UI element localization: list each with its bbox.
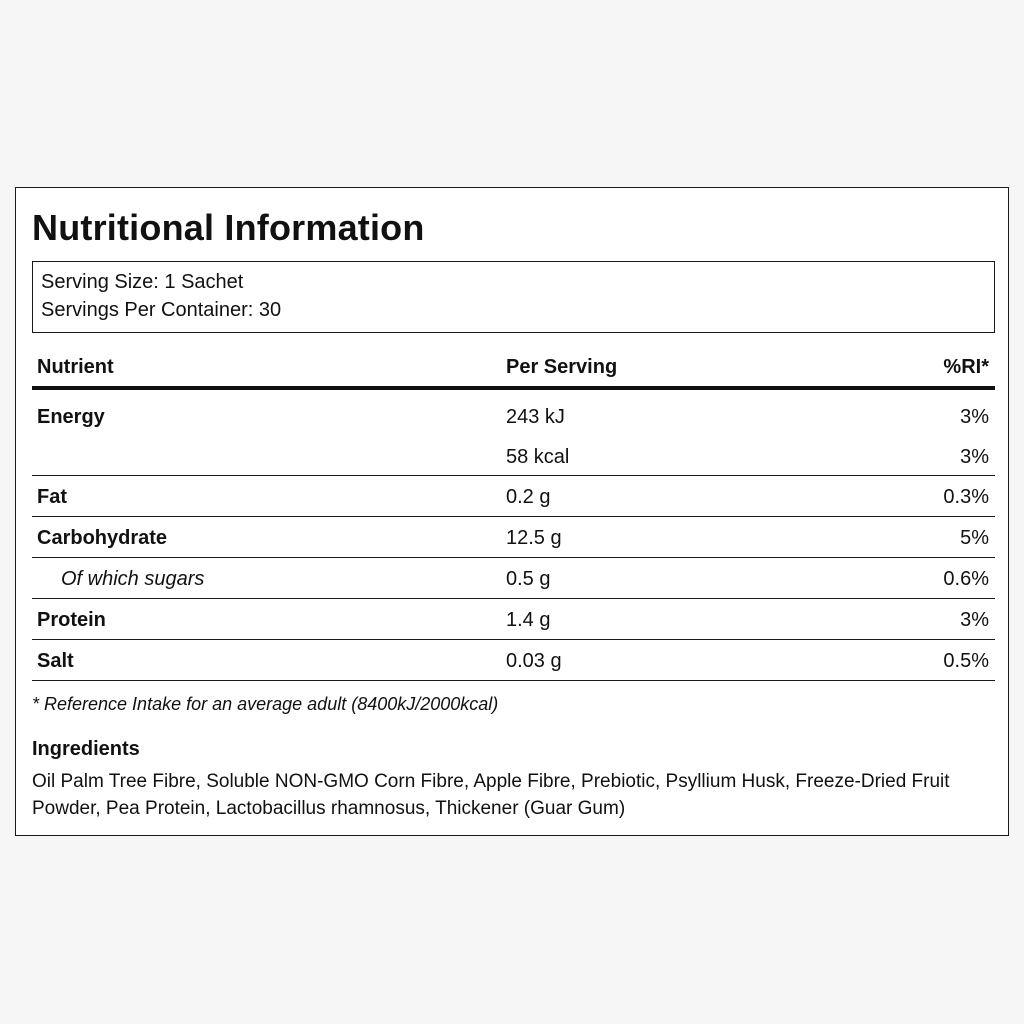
- ri-footnote: * Reference Intake for an average adult (8400kJ/2000kcal): [32, 694, 499, 714]
- nutrient-value: 0.2 g: [506, 486, 551, 508]
- nutrient-name: Of which sugars: [61, 568, 205, 590]
- nutrient-ri: 0.3%: [943, 486, 989, 508]
- nutrient-value: 12.5 g: [506, 527, 562, 549]
- energy-kcal-value: 58 kcal: [506, 446, 570, 468]
- nutrient-name: Salt: [37, 650, 74, 672]
- serving-size: Serving Size: 1 Sachet: [41, 271, 244, 293]
- table-row: [32, 640, 995, 681]
- serving-info-box: [32, 261, 995, 333]
- header-nutrient: Nutrient: [37, 356, 114, 378]
- energy-kj-value: 243 kJ: [506, 406, 565, 428]
- table-row: [32, 558, 995, 599]
- energy-kj-ri: 3%: [960, 406, 989, 428]
- nutrition-table: [32, 390, 995, 681]
- nutrient-ri: 0.6%: [943, 568, 989, 590]
- nutrient-ri: 3%: [960, 609, 989, 631]
- table-row-energy: [32, 390, 995, 476]
- table-row: [32, 517, 995, 558]
- nutrition-panel: [15, 187, 1009, 836]
- nutrient-value: 0.03 g: [506, 650, 562, 672]
- nutrient-ri: 0.5%: [943, 650, 989, 672]
- table-row: [32, 599, 995, 640]
- energy-kcal-ri: 3%: [960, 446, 989, 468]
- table-row: [32, 476, 995, 517]
- nutrient-name: Fat: [37, 486, 67, 508]
- table-header: [32, 348, 995, 390]
- nutrient-name: Carbohydrate: [37, 527, 168, 549]
- header-ri: %RI*: [943, 356, 989, 378]
- page-title: Nutritional Information: [32, 207, 425, 248]
- servings-per-container: Servings Per Container: 30: [41, 299, 282, 321]
- header-per-serving: Per Serving: [506, 356, 618, 378]
- ingredients-text: Oil Palm Tree Fibre, Soluble NON-GMO Corn Fibre, Apple Fibre, Prebiotic, Psyllium Husk, Freeze-Dried Fruit Powder, Pea Protein, Lactobacillus rhamnosus, Thickener (Guar Gum): [32, 771, 950, 819]
- ingredients-title: Ingredients: [32, 738, 140, 760]
- nutrient-value: 0.5 g: [506, 568, 551, 590]
- nutrient-ri: 5%: [960, 527, 989, 549]
- nutrient-name: Energy: [37, 406, 105, 428]
- nutrient-name: Protein: [37, 609, 106, 631]
- nutrient-value: 1.4 g: [506, 609, 551, 631]
